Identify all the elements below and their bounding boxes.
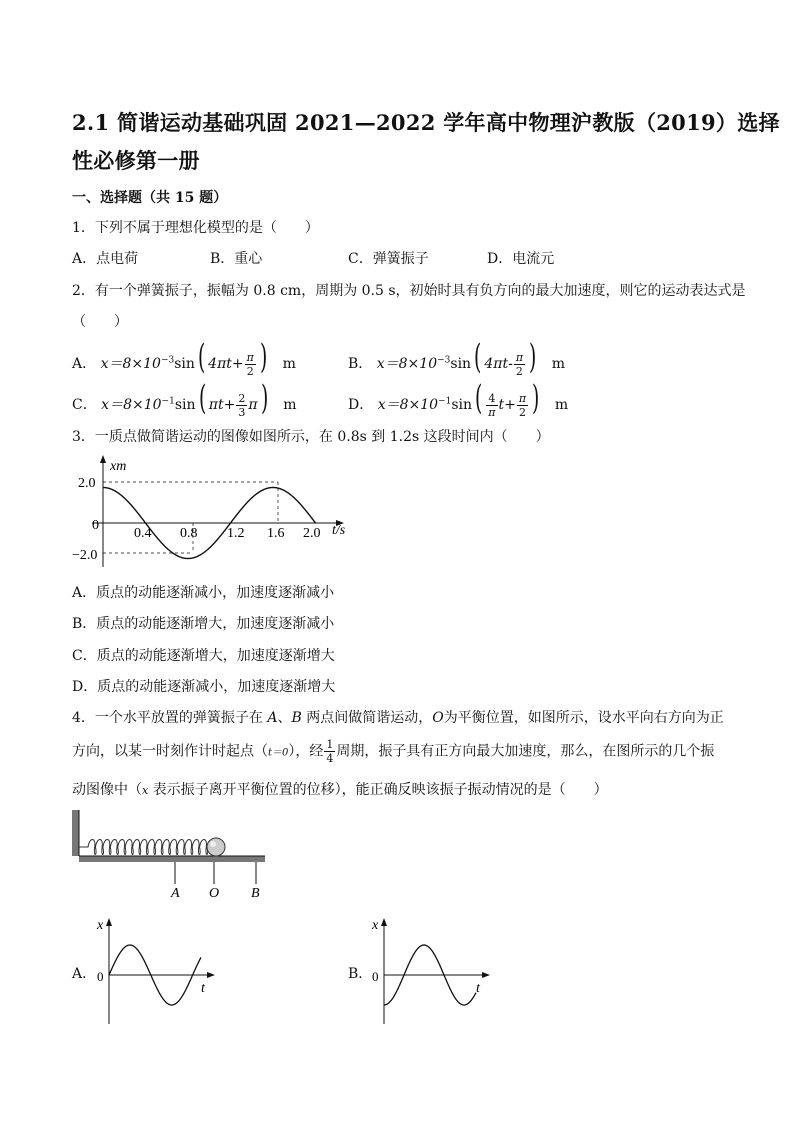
q2-b-exp: −3 <box>437 355 451 366</box>
q3-stem: 3．一质点做简谐运动的图像如图所示，在 0.8s 到 1.2s 这段时间内（ ） <box>72 429 550 445</box>
ball-highlight <box>210 841 216 847</box>
y-max-label: 2.0 <box>78 476 96 491</box>
paren: ( <box>197 337 206 377</box>
q2-c-unit: m <box>283 397 297 413</box>
q4-point-a: A <box>267 710 278 726</box>
q2-a-pre: x＝8×10 <box>100 356 161 372</box>
q2-b-label: B． <box>348 356 373 372</box>
frac-num: π <box>246 350 254 364</box>
q2-d-pre: x＝8×10 <box>377 397 439 413</box>
q4-stem-line3 <box>72 779 608 799</box>
frac-num: π <box>518 391 527 405</box>
q2-a-unit: m <box>282 356 296 372</box>
x-axis-label: t/s <box>332 523 346 538</box>
y-axis-arrow <box>381 918 387 926</box>
q2-option-b <box>348 337 566 378</box>
y-axis-label: xm <box>110 459 127 474</box>
x-tick-0-4: 0.4 <box>134 526 152 541</box>
y-axis-arrow <box>106 918 112 926</box>
q4-text: 两点间做简谐运动， <box>301 710 433 726</box>
q4-text: 动图像中（ <box>72 782 142 798</box>
paren: ( <box>475 378 483 418</box>
q1-option-a: A．点电荷 <box>72 251 139 267</box>
q3-sine-graph <box>70 452 360 572</box>
q4-stem-line1 <box>72 707 724 727</box>
q2-option-a <box>72 337 296 378</box>
y-label: x <box>97 918 104 933</box>
label-o: O <box>209 886 220 900</box>
q3-option-b: B．质点的动能逐渐增大，加速度逐渐减小 <box>72 616 335 632</box>
x-tick-0-8: 0.8 <box>180 526 198 541</box>
q2-a-exp: −3 <box>160 355 175 366</box>
q2-d-sin: sin <box>451 397 473 413</box>
q4-x-var: x <box>142 784 149 797</box>
x-tick-1-2: 1.2 <box>227 526 245 541</box>
q4-point-o: O <box>432 710 444 726</box>
y-min-label: −2.0 <box>72 548 98 563</box>
q2-c-sin: sin <box>174 397 196 413</box>
q3-option-c: C．质点的动能逐渐增大，加速度逐渐增大 <box>72 648 335 664</box>
paren: ( <box>474 337 482 377</box>
q4-option-b-graph <box>368 912 498 1027</box>
paren: ( <box>198 378 206 418</box>
q2-stem-line1: 2．有一个弹簧振子，振幅为 0.8 cm，周期为 0.5 s，初始时具有负方向的最大加速度，则它的运动表达式是 <box>72 283 746 299</box>
q4-text: 、 <box>277 710 292 726</box>
paren: ) <box>259 337 268 377</box>
q1-stem: 1．下列不属于理想化模型的是（ ） <box>72 220 319 236</box>
section-heading: 一、选择题（共 15 题） <box>72 190 228 206</box>
q1-option-b: B．重心 <box>210 251 263 267</box>
origin-label: 0 <box>97 969 104 984</box>
q4-option-b-label: B． <box>348 966 373 982</box>
frac-num: π <box>515 350 524 364</box>
frac-num: 1 <box>326 738 334 751</box>
q1-option-d: D．电流元 <box>487 251 555 267</box>
paren: ) <box>529 337 537 377</box>
q4-text: ），经 <box>288 743 324 760</box>
x-axis-arrow <box>482 972 490 978</box>
q2-a-sin: sin <box>174 356 195 372</box>
q3-option-d: D．质点的动能逐渐减小，加速度逐渐增大 <box>72 679 336 695</box>
label-b: B <box>251 886 260 900</box>
frac-den: 2 <box>515 364 523 378</box>
q2-stem-line2: （ ） <box>72 314 128 330</box>
x-tick-2-0: 2.0 <box>303 526 321 541</box>
doc-title-line2: 性必修第一册 <box>72 148 200 173</box>
wall <box>72 810 79 856</box>
fraction <box>514 351 525 378</box>
q4-stem-line2 <box>72 738 714 765</box>
q3-option-a: A．质点的动能逐渐减小，加速度逐渐减小 <box>72 585 335 601</box>
frac-num: 2 <box>238 391 246 405</box>
q4-text: 方向，以某一时刻作计时起点（ <box>72 743 268 760</box>
x-tick-1-6: 1.6 <box>267 526 285 541</box>
x-label: t <box>201 981 205 996</box>
q4-text: 表示振子离开平衡位置的位移），能正确反映该振子振动情况的是（ ） <box>148 782 608 798</box>
q2-b-inner: 4πt- <box>484 356 513 372</box>
frac-den: 2 <box>246 364 254 378</box>
q2-a-label: A． <box>72 356 97 372</box>
q2-c-pre: x＝8×10 <box>101 397 162 413</box>
q2-d-unit: m <box>554 397 569 413</box>
spring <box>79 840 208 855</box>
q2-b-unit: m <box>551 356 566 372</box>
frac-den: 3 <box>238 405 246 419</box>
frac-den: π <box>488 405 496 419</box>
q2-option-c <box>72 378 297 419</box>
y-label: x <box>372 918 379 933</box>
frac-den: 4 <box>326 752 334 765</box>
q2-a-inner: 4πt+ <box>208 356 244 372</box>
q4-text: 4．一个水平放置的弹簧振子在 <box>72 710 268 726</box>
q2-b-pre: x＝8×10 <box>376 356 438 372</box>
q2-d-exp: −1 <box>438 396 452 407</box>
y-axis-arrow <box>100 455 106 463</box>
q2-c-label: C． <box>72 397 97 413</box>
fraction <box>517 392 528 419</box>
q4-option-a-graph <box>93 912 223 1027</box>
paren: ) <box>260 378 268 418</box>
q2-b-sin: sin <box>450 356 472 372</box>
frac-den: 2 <box>518 405 526 419</box>
q2-option-d <box>348 378 569 419</box>
paren: ) <box>532 378 540 418</box>
q2-d-label: D． <box>348 397 374 413</box>
floor <box>79 856 265 862</box>
q4-option-a-label: A． <box>72 966 97 982</box>
q2-c-exp: −1 <box>161 396 175 407</box>
q4-text: 周期，振子具有正方向最大加速度，那么，在图所示的几个振 <box>336 743 715 760</box>
ball <box>207 838 225 856</box>
doc-title-line1: 2.1 简谐运动基础巩固 2021—2022 学年高中物理沪教版（2019）选择 <box>72 110 780 135</box>
x-label: t <box>476 981 480 996</box>
label-a: A <box>171 886 180 900</box>
fraction <box>324 738 335 765</box>
fraction <box>486 392 497 419</box>
q2-c-inner: πt+ <box>208 397 236 413</box>
fraction <box>236 392 247 419</box>
q4-point-b: B <box>291 710 302 726</box>
q4-t0: t＝0 <box>268 747 289 759</box>
fraction <box>245 351 256 378</box>
q2-c-tail: π <box>248 397 258 413</box>
spring-oscillator-figure <box>70 808 270 900</box>
origin-label: 0 <box>92 518 99 533</box>
x-axis-arrow <box>207 972 215 978</box>
frac-num: 4 <box>486 392 497 406</box>
q4-text: 为平衡位置，如图所示，设水平向右方向为正 <box>443 710 724 726</box>
q2-d-mid: t+ <box>498 397 516 413</box>
origin-label: 0 <box>372 969 379 984</box>
q1-option-c: C．弹簧振子 <box>348 251 429 267</box>
